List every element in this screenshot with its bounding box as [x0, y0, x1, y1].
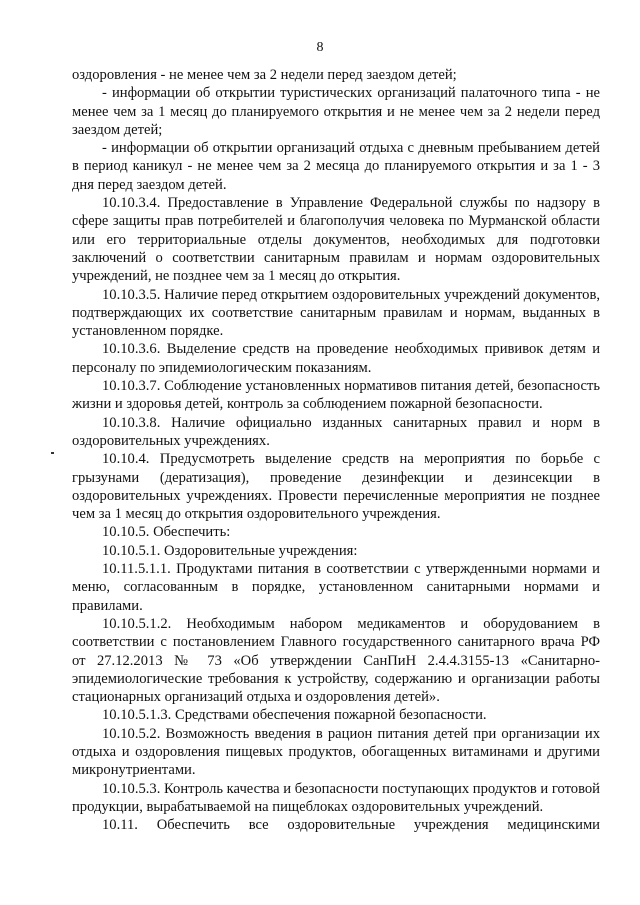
paragraph: 10.10.3.6. Выделение средств на проведение необходимых прививок детям и персоналу по эпидемиологическим показаниям.: [72, 341, 600, 376]
paragraph: 10.10.5.2. Возможность введения в рацион питания детей при организации их отдыха и оздоровления пищевых продуктов, обогащенных витаминами и другими микронутриентами.: [72, 725, 600, 779]
paragraph: 10.11. Обеспечить все оздоровительные учреждения медицинскими: [102, 817, 600, 834]
paragraph: 10.11.5.1.1. Продуктами питания в соответствии с утвержденными нормами и меню, согласованным в порядке, установленном санитарными нормами и правилами.: [72, 561, 600, 614]
paragraph: 10.10.5. Обеспечить:: [102, 524, 231, 541]
paragraph: 10.10.3.4. Предоставление в Управление Федеральной службы по надзору в сфере защиты прав потребителей и благополучия человека по Мурманской области или его территориальные отделы документов, необходимых для подготовки заключений о соответствии санитарным правилам и нормам оздоровительных учреждений, не позднее чем за 1 месяц до открытия.: [72, 195, 600, 285]
page-number: 8: [316, 40, 324, 55]
paragraph: 10.10.5.1. Оздоровительные учреждения:: [102, 542, 358, 559]
paragraph: 10.10.5.1.3. Средствами обеспечения пожарной безопасности.: [102, 707, 487, 724]
paragraph: 10.10.5.1.2. Необходимым набором медикаментов и оборудованием в соответствии с постановлением Главного государственного санитарного врача РФ от 27.12.2013 № 73 «Об утверждении СанПиН 2.4.4.3155-13 «Санитарно-эпидемиологические требования к устройству, содержанию и организации работы стационарных организаций отдыха и оздоровления детей».: [72, 615, 600, 706]
paragraph: 10.10.4. Предусмотреть выделение средств на мероприятия по борьбе с грызунами (дератизация), проведение дезинфекции и дезинсекции в оздоровительных учреждениях. Провести перечисленные мероприятия не позднее чем за 1 месяц до открытия оздоровительного учреждения.: [72, 451, 600, 523]
paragraph: - информации об открытии организаций отдыха с дневным пребыванием детей в период каникул - не менее чем за 2 месяца до планируемого открытия и за 1 - 3 дня перед заездом детей.: [72, 140, 600, 193]
paragraph: - информации об открытии туристических организаций палаточного типа - не менее чем за 1 месяц до планируемого открытия и не менее чем за 2 недели перед заездом детей;: [72, 85, 600, 138]
paragraph: оздоровления - не менее чем за 2 недели перед заездом детей;: [72, 67, 457, 83]
margin-mark: [51, 452, 54, 454]
document-body: [72, 66, 600, 834]
paragraph: 10.10.3.7. Соблюдение установленных нормативов питания детей, безопасность жизни и здоровья детей, контроль за соблюдением пожарной безопасности.: [72, 378, 600, 413]
paragraph: 10.10.3.8. Наличие официально изданных санитарных правил и норм в оздоровительных учреждениях.: [72, 414, 600, 449]
paragraph: 10.10.5.3. Контроль качества и безопасности поступающих продуктов и готовой продукции, вырабатываемой на пищеблоках оздоровительных учреждений.: [72, 780, 600, 815]
paragraph: 10.10.3.5. Наличие перед открытием оздоровительных учреждений документов, подтверждающих их соответствие санитарным правилам и нормам, выданных в установленном порядке.: [72, 286, 600, 340]
